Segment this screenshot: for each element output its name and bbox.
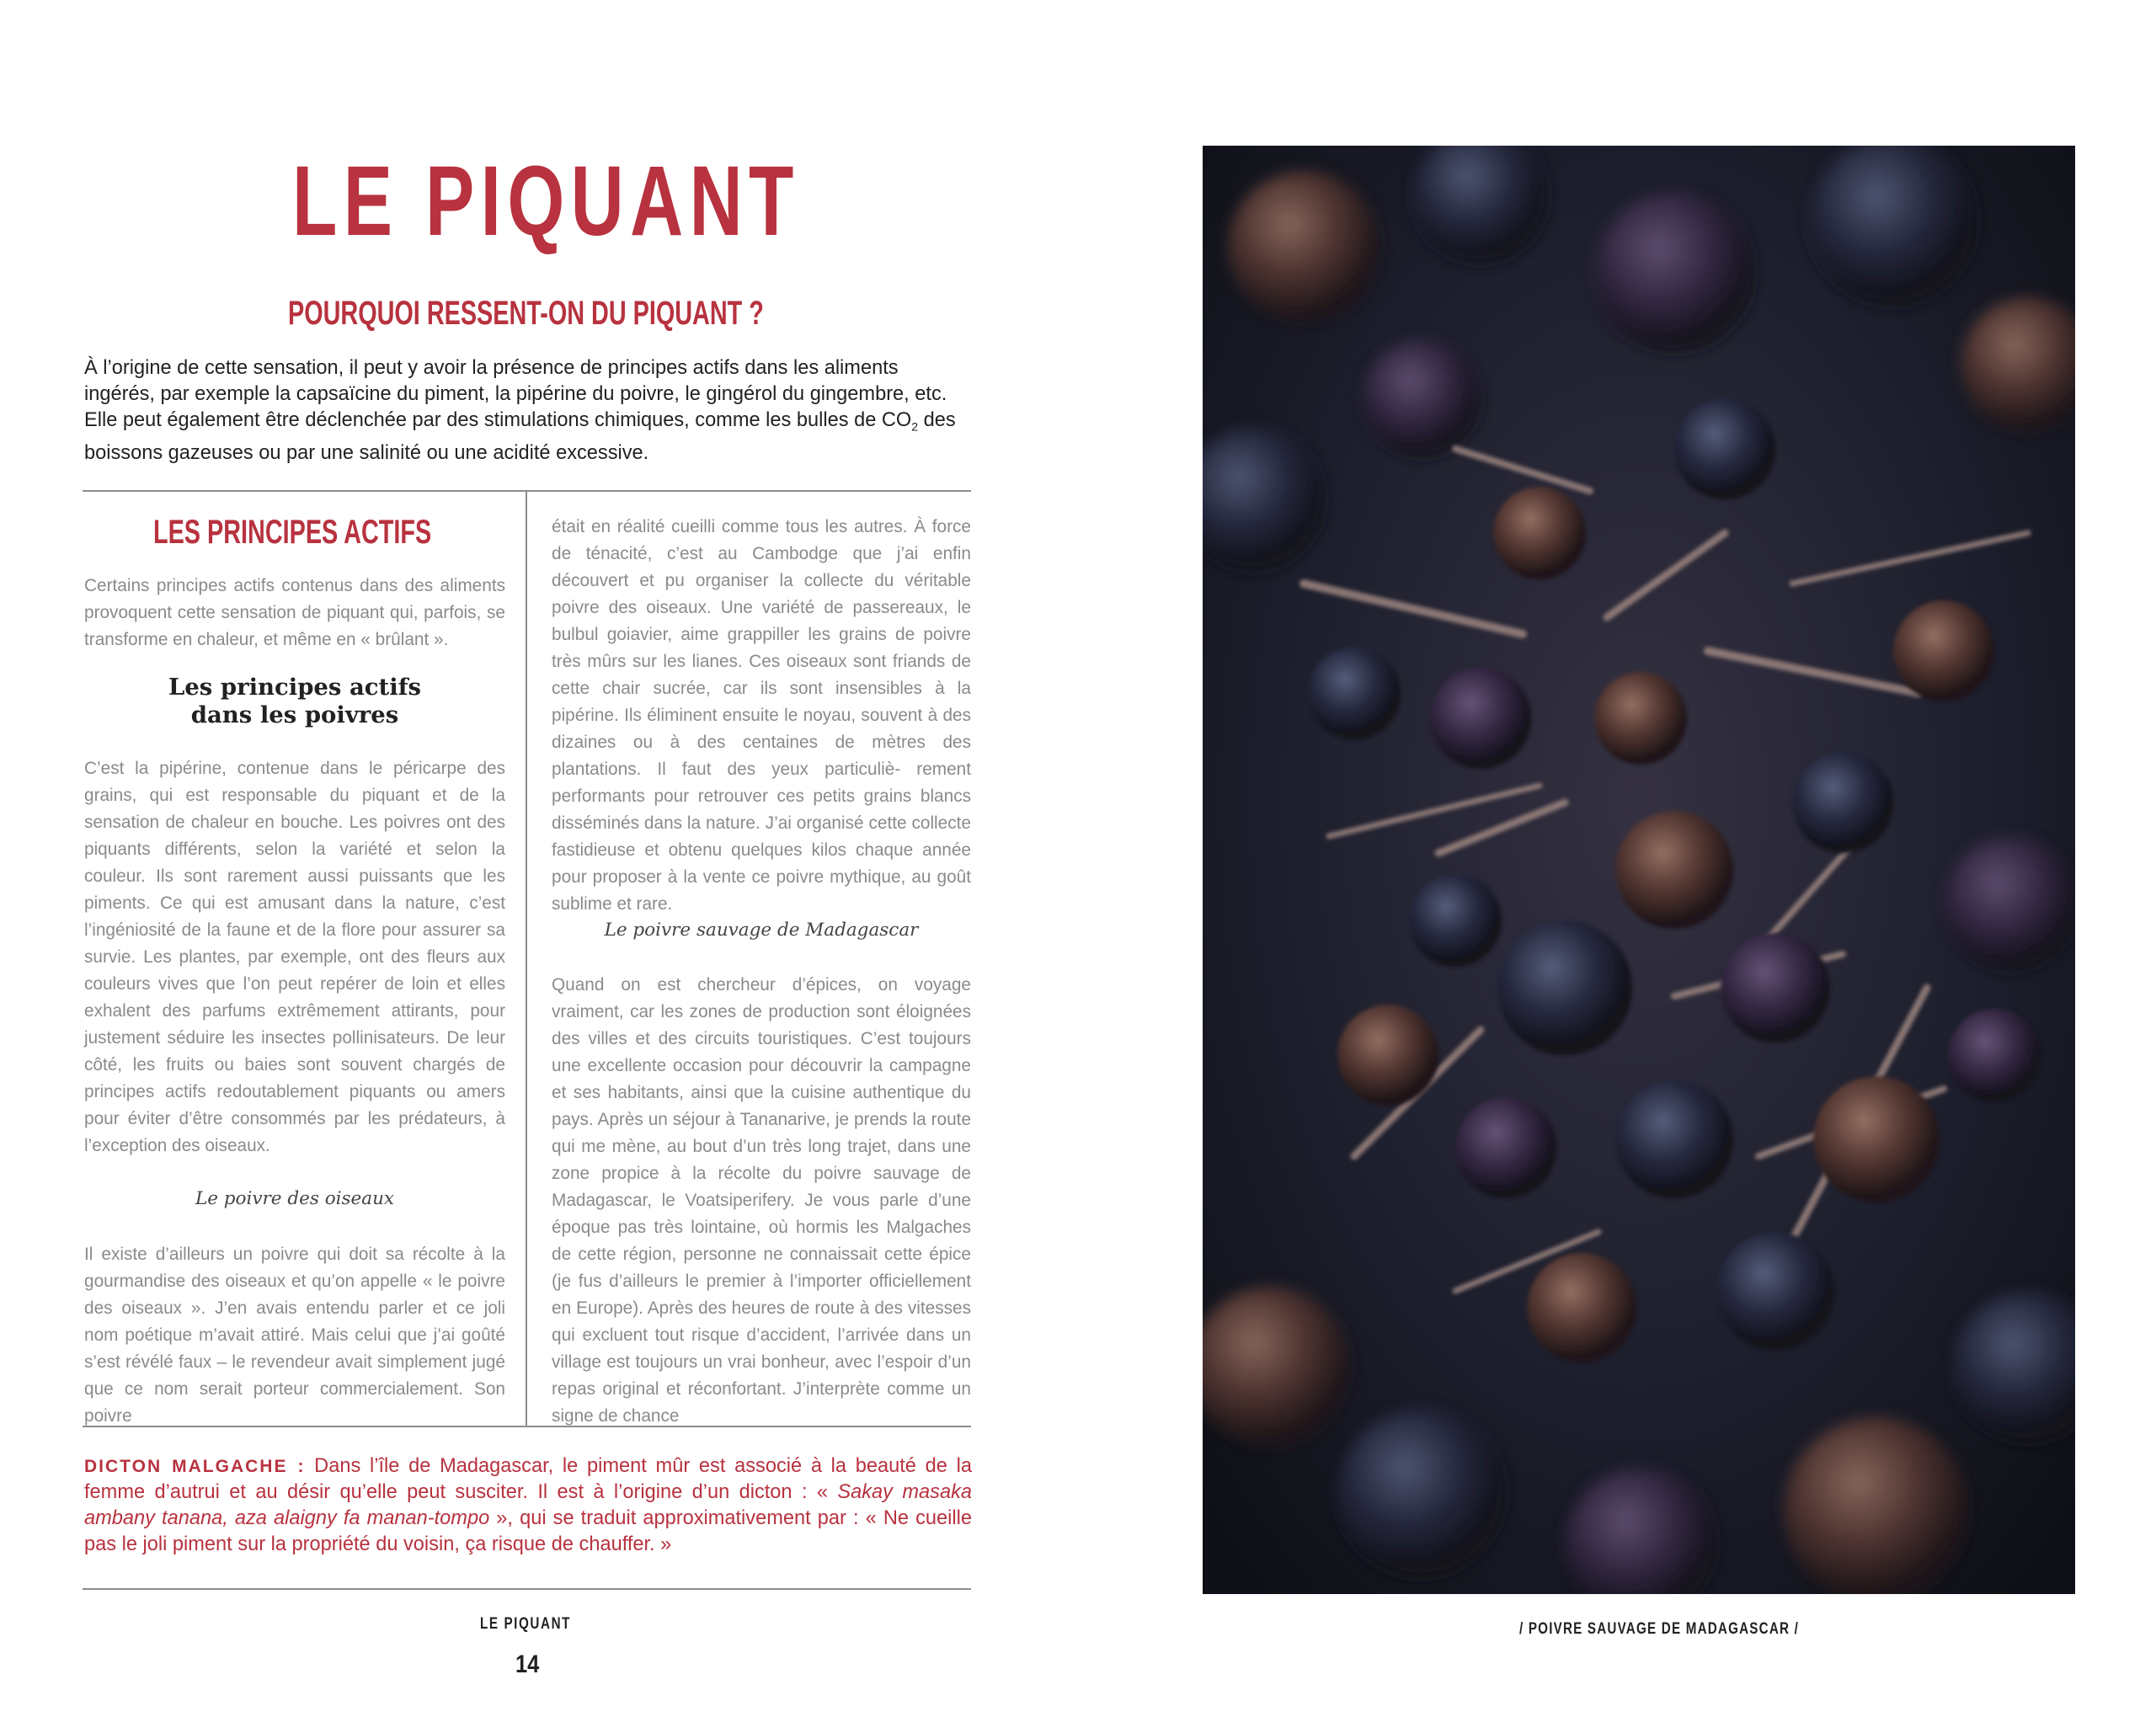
proverb-box	[84, 1453, 972, 1558]
photo-caption: / POIVRE SAUVAGE DE MADAGASCAR /	[1519, 1620, 1800, 1638]
intro-text: À l’origine de cette sensation, il peut y avoir la présence de principes actifs dans les aliments ingérés, par exemple la capsaïcine du piment, la pipérine du poivre, le gingérol du gingembre, etc. Elle peut également être déclenchée par des stimulations chimiques, comme les bulles de CO	[84, 357, 947, 431]
page-title: LE PIQUANT	[292, 146, 800, 257]
birds-text: Il existe d’ailleurs un poivre qui doit sa récolte à la gourmandise des oiseaux et qu’on appelle « le poivre des oiseaux ». J’en avais entendu parler et ce joli nom poétique m’avait attiré. Mais celui que j’ai goûté s’est révélé faux – le revendeur avait simplement jugé que ce nom serait porteur commercialement. Son poivre	[84, 1245, 505, 1426]
proverb-text-after: », qui se traduit approximativement par : « Ne cueille pas le joli piment sur la propriété du voisin, ça risque de chauffer. »	[84, 1507, 972, 1555]
subheading-birds: Le poivre des oiseaux	[195, 1188, 395, 1209]
pepper-text: C’est la pipérine, contenue dans le péricarpe des grains, qui est responsable du piquant et de la sensation de chaleur en bouche. Les poivres ont des piquants différents, selon la variété et selon la couleur. Ils sont rarement aussi puissants que les piments. Ce qui est amusant dans la nature, c’est l’ingéniosité de la faune et de la flore pour assurer sa survie. Les plantes, par exemple, ont des fleurs aux couleurs vives que l’on peut repérer de loin et elles exhalent des parfums extrêmement attirants, pour justement séduire les insectes pollinisateurs. De leur côté, les fruits ou baies sont souvent chargés de principes actifs redoutablement piquants ou amers pour éviter d’être consommés par les prédateurs, à l’exception des oiseaux.	[84, 759, 505, 1155]
lead-paragraph	[84, 573, 505, 653]
proverb-text: Dans l’île de Madagascar, le piment mûr est associé à la beauté de la femme d’autrui et au désir qu’elle peut susciter. Il est à l’origine d’un dicton : «	[84, 1455, 972, 1503]
subheading-madagascar: Le poivre sauvage de Madagascar	[604, 920, 919, 941]
madagascar-paragraph	[552, 972, 971, 1430]
middle-divider	[83, 1426, 971, 1427]
subheading-pepper	[84, 674, 505, 729]
intro-subscript: 2	[911, 419, 919, 434]
subheading-line-1: Les principes actifs	[168, 674, 422, 701]
lead-text: Certains principes actifs contenus dans des aliments provoquent cette sensation de piquant qui, parfois, se transforme en chaleur, et même en « brûlant ».	[84, 576, 505, 649]
madagascar-text: Quand on est chercheur d’épices, on voyage vraiment, car les zones de production sont éloignées des villes et des circuits touristiques. C’est toujours une excellente occasion pour découvrir la campagne et ses habitants, ainsi que la cuisine authentique du pays. Après un séjour à Tananarive, je prends la route qui me mène, au bout d’un très long trajet, dans une zone propice à la récolte du poivre sauvage de Madagascar, le Voatsiperifery. Je vous parle d’une époque pas très lointaine, où hormis les Malgaches de cette région, personne ne connaissait cette épice (je fus d’ailleurs le premier à l’importer officiellement en Europe). Après des heures de route à des vitesses qui excluent tout risque d’accident, l’arrivée dans un village est toujours un vrai bonheur, avec l’espoir d’un repas original et réconfortant. J’interprète comme un signe de chance	[552, 975, 971, 1426]
birds-text-continued: était en réalité cueilli comme tous les autres. À force de ténacité, c’est au Cambodge que j’ai enfin découvert et pu organiser la collecte du véritable poivre des oiseaux. Une variété de passereaux, le bulbul goiavier, aime grappiller les grains de poivre très mûrs sur les lianes. Ces oiseaux sont friands de cette chair sucrée, car ils sont insensibles à la pipérine. Ils éliminent ensuite le noyau, souvent à des dizaines ou à des centaines de mètres des plantations. Il faut des yeux particuliè- rement performants pour retrouver ces petits grains blancs disséminés dans la nature. J’ai organisé cette collecte fastidieuse et obtenu quelques kilos chaque année pour proposer à la vente ce poivre mythique, au goût sublime et rare.	[552, 517, 971, 914]
birds-paragraph	[84, 1241, 505, 1430]
column-divider	[526, 490, 527, 1426]
intro-paragraph	[84, 355, 972, 467]
bottom-divider	[83, 1588, 971, 1590]
subheading-line-2: dans les poivres	[190, 701, 399, 728]
intro-text-end: des boissons gazeuses ou par une salinité ou une acidité excessive.	[84, 409, 956, 464]
birds-paragraph-continued	[552, 514, 971, 918]
proverb-label: DICTON MALGACHE :	[84, 1457, 306, 1476]
page-number: 14	[515, 1650, 540, 1678]
page-subtitle: POURQUOI RESSENT-ON DU PIQUANT ?	[288, 295, 764, 332]
proverb-italic: Sakay masaka ambany tanana, aza alaigny fa manan-tompo	[84, 1481, 972, 1529]
footer-label: LE PIQUANT	[480, 1615, 572, 1633]
pepper-photo	[1203, 146, 2075, 1594]
section-heading: LES PRINCIPES ACTIFS	[153, 514, 432, 551]
pepper-paragraph	[84, 755, 505, 1160]
